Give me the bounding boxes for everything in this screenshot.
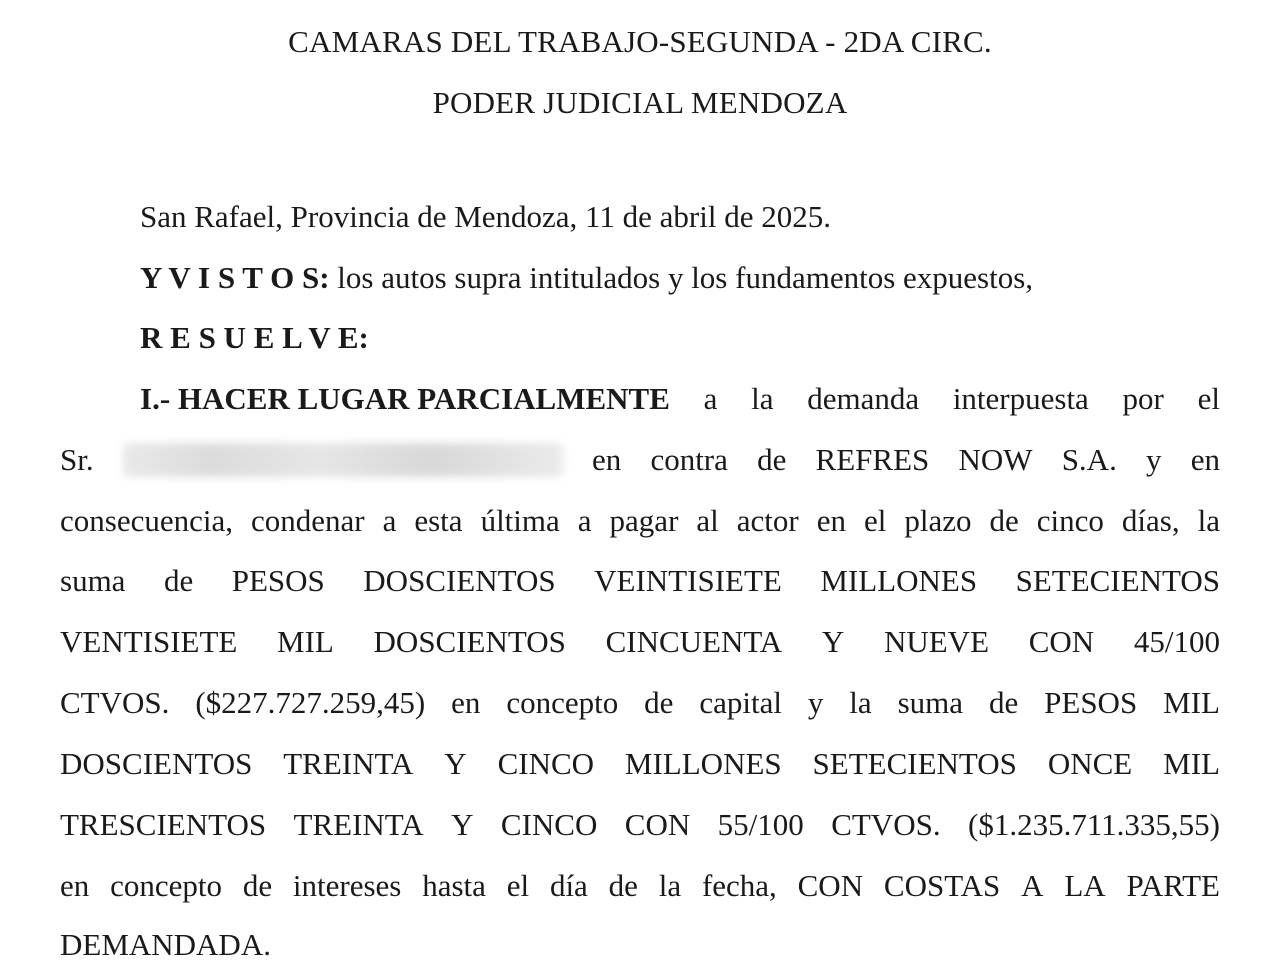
body-line <box>60 501 1220 541</box>
word: y <box>1146 442 1162 477</box>
word: CINCO <box>497 746 595 781</box>
word: MIL <box>277 624 334 659</box>
word: MIL <box>1163 746 1220 781</box>
word: la <box>849 685 872 720</box>
word: actor <box>736 503 799 538</box>
word: de <box>644 685 674 720</box>
word: CTVOS. <box>831 807 941 842</box>
word: PARTE <box>1126 868 1220 903</box>
point1-last-line: DEMANDADA. <box>60 927 271 962</box>
point1-line1 <box>140 379 1220 419</box>
word: a <box>577 503 592 538</box>
word: en <box>1190 442 1220 477</box>
word: la <box>751 381 774 416</box>
word: COSTAS <box>883 868 1001 903</box>
word: MILLONES <box>624 746 782 781</box>
word: CINCO <box>500 807 598 842</box>
vistos-label: Y V I S T O S: <box>140 260 330 295</box>
word: de <box>242 868 273 903</box>
word: demanda <box>807 381 920 416</box>
word: esta <box>414 503 463 538</box>
word: días, <box>1121 503 1180 538</box>
word: Y <box>821 624 845 659</box>
body-line <box>60 683 1220 723</box>
word: Y <box>444 746 467 781</box>
word: SETECIENTOS <box>1015 563 1220 598</box>
word: última <box>480 503 560 538</box>
word: suma <box>60 563 126 598</box>
word: NUEVE <box>883 624 990 659</box>
body-line <box>60 744 1220 784</box>
date-line: San Rafael, Provincia de Mendoza, 11 de abril de 2025. <box>140 199 831 234</box>
word: TREINTA <box>293 807 424 842</box>
word: interpuesta <box>952 381 1089 416</box>
point1-line2 <box>60 440 1220 480</box>
word: consecuencia, <box>60 503 233 538</box>
word: el <box>1197 381 1220 416</box>
word: la <box>1197 503 1220 538</box>
vistos-text: los autos supra intitulados y los fundamentos expuestos, <box>337 260 1034 295</box>
court-header-line2: PODER JUDICIAL MENDOZA <box>432 85 848 120</box>
word: por <box>1122 381 1164 416</box>
resuelve-label: R E S U E L V E: <box>140 320 369 355</box>
word: DOSCIENTOS <box>60 746 253 781</box>
word: S.A. <box>1061 442 1117 477</box>
word: contra <box>650 442 728 477</box>
word: en <box>816 503 846 538</box>
word: TREINTA <box>283 746 414 781</box>
word: de <box>989 503 1019 538</box>
word: cinco <box>1036 503 1104 538</box>
word: CON <box>1028 624 1095 659</box>
body-line <box>60 866 1220 906</box>
word: DOSCIENTOS <box>373 624 566 659</box>
word: de <box>163 563 194 598</box>
word: a <box>382 503 397 538</box>
word: la <box>658 868 682 903</box>
word: en <box>451 685 481 720</box>
word: 45/100 <box>1133 624 1220 659</box>
word: TRESCIENTOS <box>60 807 267 842</box>
word: NOW <box>958 442 1033 477</box>
word: VENTISIETE <box>60 624 238 659</box>
word: DOSCIENTOS <box>363 563 556 598</box>
word: ($1.235.711.335,55) <box>968 807 1220 842</box>
word: de <box>988 685 1019 720</box>
word: pagar <box>609 503 679 538</box>
body-line <box>60 622 1220 662</box>
word: CTVOS. <box>60 685 170 720</box>
word: ONCE <box>1047 746 1133 781</box>
word: Y <box>451 807 474 842</box>
word: concepto <box>110 868 222 903</box>
word: a <box>703 381 718 416</box>
salutation: Sr. <box>60 442 94 477</box>
body-line <box>60 561 1220 601</box>
word: capital <box>699 685 782 720</box>
word: hasta <box>422 868 486 903</box>
word: en <box>60 868 90 903</box>
vistos-paragraph <box>140 258 1033 298</box>
word: día <box>549 868 588 903</box>
body-line <box>60 805 1220 845</box>
word: 55/100 <box>717 807 804 842</box>
word: MILLONES <box>820 563 978 598</box>
word: A <box>1021 868 1044 903</box>
word: REFRES <box>815 442 930 477</box>
word: fecha, <box>701 868 777 903</box>
word: PESOS <box>1044 685 1138 720</box>
word: plazo <box>904 503 972 538</box>
word: en <box>591 442 622 477</box>
word: al <box>696 503 719 538</box>
word: concepto <box>506 685 619 720</box>
word: suma <box>897 685 964 720</box>
word: condenar <box>250 503 365 538</box>
word: intereses <box>292 868 402 903</box>
redacted-name <box>123 443 563 477</box>
word: de <box>757 442 787 477</box>
word: y <box>807 685 824 720</box>
word: ($227.727.259,45) <box>195 685 426 720</box>
word: CON <box>624 807 691 842</box>
word: CINCUENTA <box>605 624 783 659</box>
word: SETECIENTOS <box>812 746 1017 781</box>
point1-lead: I.- HACER LUGAR PARCIALMENTE <box>140 381 670 416</box>
word: PESOS <box>231 563 325 598</box>
word: MIL <box>1163 685 1220 720</box>
word: LA <box>1064 868 1106 903</box>
word: el <box>506 868 530 903</box>
word: de <box>608 868 638 903</box>
word: el <box>864 503 887 538</box>
word: CON <box>797 868 864 903</box>
word: VEINTISIETE <box>594 563 782 598</box>
court-header-line1: CAMARAS DEL TRABAJO-SEGUNDA - 2DA CIRC. <box>288 24 992 59</box>
